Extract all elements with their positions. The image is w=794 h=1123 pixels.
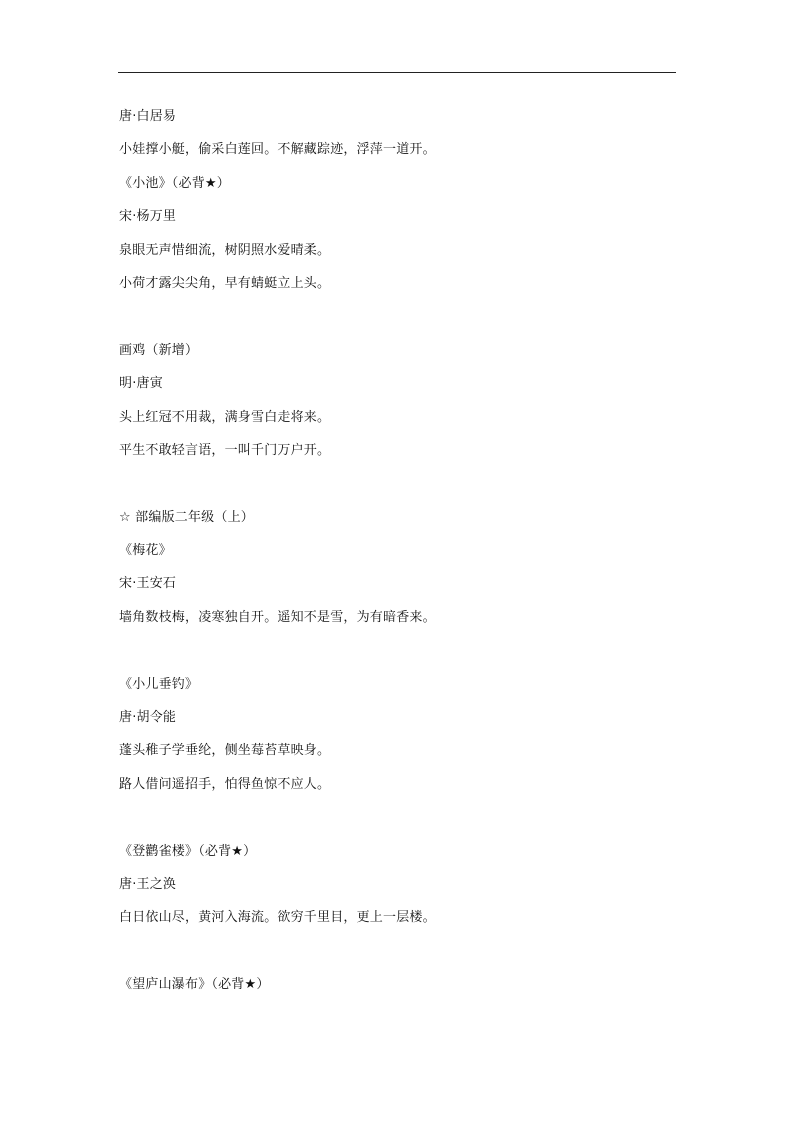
blank-line — [119, 805, 679, 838]
poem-title: 《登鹳雀楼》（必背★） — [119, 843, 257, 859]
header-rule — [118, 72, 676, 73]
poem-author: 唐·胡令能 — [119, 710, 177, 726]
poem-text: 头上红冠不用裁，满身雪白走将来。 — [119, 409, 331, 425]
poem-text: 墙角数枝梅，凌寒独自开。遥知不是雪，为有暗香来。 — [119, 609, 436, 625]
poem-text: 白日依山尽，黄河入海流。欲穷千里目，更上一层楼。 — [119, 910, 436, 926]
poem-text: 蓬头稚子学垂纶，侧坐莓苔草映身。 — [119, 743, 331, 759]
blank-line — [119, 638, 679, 671]
blank-line — [119, 304, 679, 337]
blank-line — [119, 471, 679, 504]
poem-text: 小荷才露尖尖角，早有蜻蜓立上头。 — [119, 275, 331, 291]
poem-title: 画鸡（新增） — [119, 342, 199, 358]
poem-author: 宋·杨万里 — [119, 209, 177, 225]
poem-text: 路人借问遥招手，怕得鱼惊不应人。 — [119, 776, 331, 792]
poem-author: 唐·白居易 — [119, 109, 177, 124]
poem-text: 泉眼无声惜细流，树阴照水爱晴柔。 — [119, 242, 331, 258]
poem-author: 唐·王之涣 — [119, 876, 177, 892]
poem-author: 宋·王安石 — [119, 576, 177, 592]
poem-title: 《望庐山瀑布》（必背★） — [119, 977, 270, 993]
poem-title: 《小儿垂钓》 — [119, 676, 199, 692]
poem-text: 小娃撑小艇，偷采白莲回。不解藏踪迹，浮萍一道开。 — [119, 142, 436, 158]
blank-line — [119, 939, 679, 972]
poem-text: 平生不敢轻言语，一叫千门万户开。 — [119, 442, 331, 458]
poem-author: 明·唐寅 — [119, 376, 163, 392]
poem-content — [119, 104, 679, 1006]
section-heading: ☆ 部编版二年级（上） — [119, 509, 254, 525]
poem-title: 《梅花》 — [119, 543, 172, 559]
poem-title: 《小池》（必背★） — [119, 175, 230, 191]
